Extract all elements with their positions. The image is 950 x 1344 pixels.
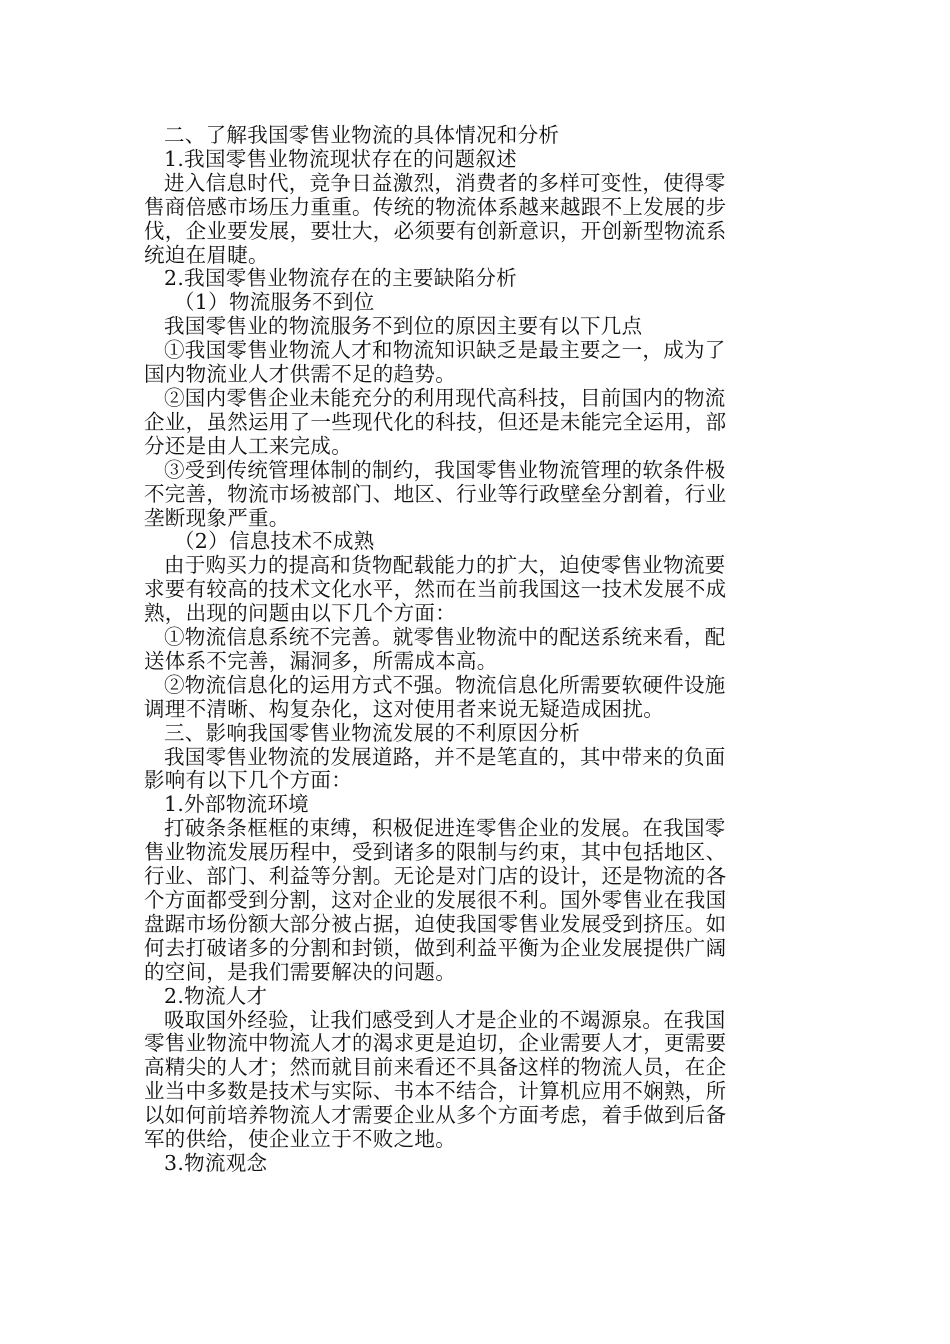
text-line: 2.物流人才 bbox=[164, 983, 268, 1008]
text-line: 分还是由人工来完成。 bbox=[144, 433, 352, 458]
text-line: 三、影响我国零售业物流发展的不利原因分析 bbox=[164, 720, 580, 745]
text-line: ③受到传统管理体制的制约，我国零售业物流管理的软条件极 bbox=[164, 457, 726, 482]
text-line: ①物流信息系统不完善。就零售业物流中的配送系统来看，配 bbox=[164, 625, 726, 650]
text-line: 3.物流观念 bbox=[164, 1150, 268, 1175]
text-line: 二、了解我国零售业物流的具体情况和分析 bbox=[164, 123, 560, 147]
text-line: 盘踞市场份额大部分被占据，迫使我国零售业发展受到挤压。如 bbox=[144, 911, 727, 936]
text-line: 国内物流业人才供需不足的趋势。 bbox=[144, 362, 456, 387]
text-line: 由于购买力的提高和货物配载能力的扩大，迫使零售业物流要 bbox=[164, 553, 726, 578]
text-line: 1.我国零售业物流现状存在的问题叙述 bbox=[164, 146, 517, 171]
text-line: （1）物流服务不到位 bbox=[174, 290, 375, 315]
text-line: 高精尖的人才；然而就目前来看还不具备这样的物流人员，在企 bbox=[144, 1055, 727, 1080]
text-line: 2.我国零售业物流存在的主要缺陷分析 bbox=[164, 266, 517, 291]
text-line: 统迫在眉睫。 bbox=[144, 242, 269, 267]
text-line: 企业，虽然运用了一些现代化的科技，但还是未能完全运用，部 bbox=[144, 409, 727, 434]
text-line: 售商倍感市场压力重重。传统的物流体系越来越跟不上发展的步 bbox=[144, 194, 727, 219]
text-line: 以如何前培养物流人才需要企业从多个方面考虑，着手做到后备 bbox=[144, 1103, 727, 1128]
text-line: 不完善，物流市场被部门、地区、行业等行政壁垒分割着，行业 bbox=[144, 481, 727, 506]
text-line: 调理不清晰、构复杂化，这对使用者来说无疑造成困扰。 bbox=[144, 696, 664, 721]
text-line: 业当中多数是技术与实际、书本不结合，计算机应用不娴熟，所 bbox=[144, 1079, 727, 1104]
text-line: 我国零售业的物流服务不到位的原因主要有以下几点 bbox=[164, 314, 643, 339]
text-line: ①我国零售业物流人才和物流知识缺乏是最主要之一，成为了 bbox=[164, 338, 726, 363]
text-line: 熟，出现的问题由以下几个方面： bbox=[144, 601, 456, 626]
text-line: 军的供给，使企业立于不败之地。 bbox=[144, 1127, 456, 1152]
text-line: 送体系不完善，漏洞多，所需成本高。 bbox=[144, 648, 498, 673]
text-line: 我国零售业物流的发展道路，并不是笔直的，其中带来的负面 bbox=[164, 744, 726, 769]
text-line: 吸取国外经验，让我们感受到人才是企业的不竭源泉。在我国 bbox=[164, 1007, 726, 1032]
text-line: 个方面都受到分割，这对企业的发展很不利。国外零售业在我国 bbox=[144, 888, 727, 912]
text-line: 影响有以下几个方面： bbox=[144, 768, 352, 793]
document-body bbox=[144, 124, 780, 1176]
text-line: 打破条条框框的束缚，积极促进连零售企业的发展。在我国零 bbox=[164, 816, 726, 841]
text-line: ②物流信息化的运用方式不强。物流信息化所需要软硬件设施 bbox=[164, 672, 726, 697]
text-line: 行业、部门、利益等分割。无论是对门店的设计，还是物流的各 bbox=[144, 864, 727, 889]
text-line: 售业物流发展历程中，受到诸多的限制与约束，其中包括地区、 bbox=[144, 840, 727, 865]
text-line: 进入信息时代，竞争日益激烈，消费者的多样可变性，使得零 bbox=[164, 170, 726, 195]
text-line: 的空间，是我们需要解决的问题。 bbox=[144, 959, 456, 984]
text-line: 零售业物流中物流人才的渴求更是迫切，企业需要人才，更需要 bbox=[144, 1031, 727, 1056]
text-line: （2）信息技术不成熟 bbox=[174, 529, 375, 554]
text-line: 1.外部物流环境 bbox=[164, 792, 309, 817]
text-line: 求要有较高的技术文化水平，然而在当前我国这一技术发展不成 bbox=[144, 577, 727, 602]
text-line: 伐，企业要发展，要壮大，必须要有创新意识，开创新型物流系 bbox=[144, 218, 727, 243]
text-line: 何去打破诸多的分割和封锁，做到利益平衡为企业发展提供广阔 bbox=[144, 935, 727, 960]
text-line: 垄断现象严重。 bbox=[144, 505, 290, 530]
text-line: ②国内零售企业未能充分的利用现代高科技，目前国内的物流 bbox=[164, 385, 726, 410]
